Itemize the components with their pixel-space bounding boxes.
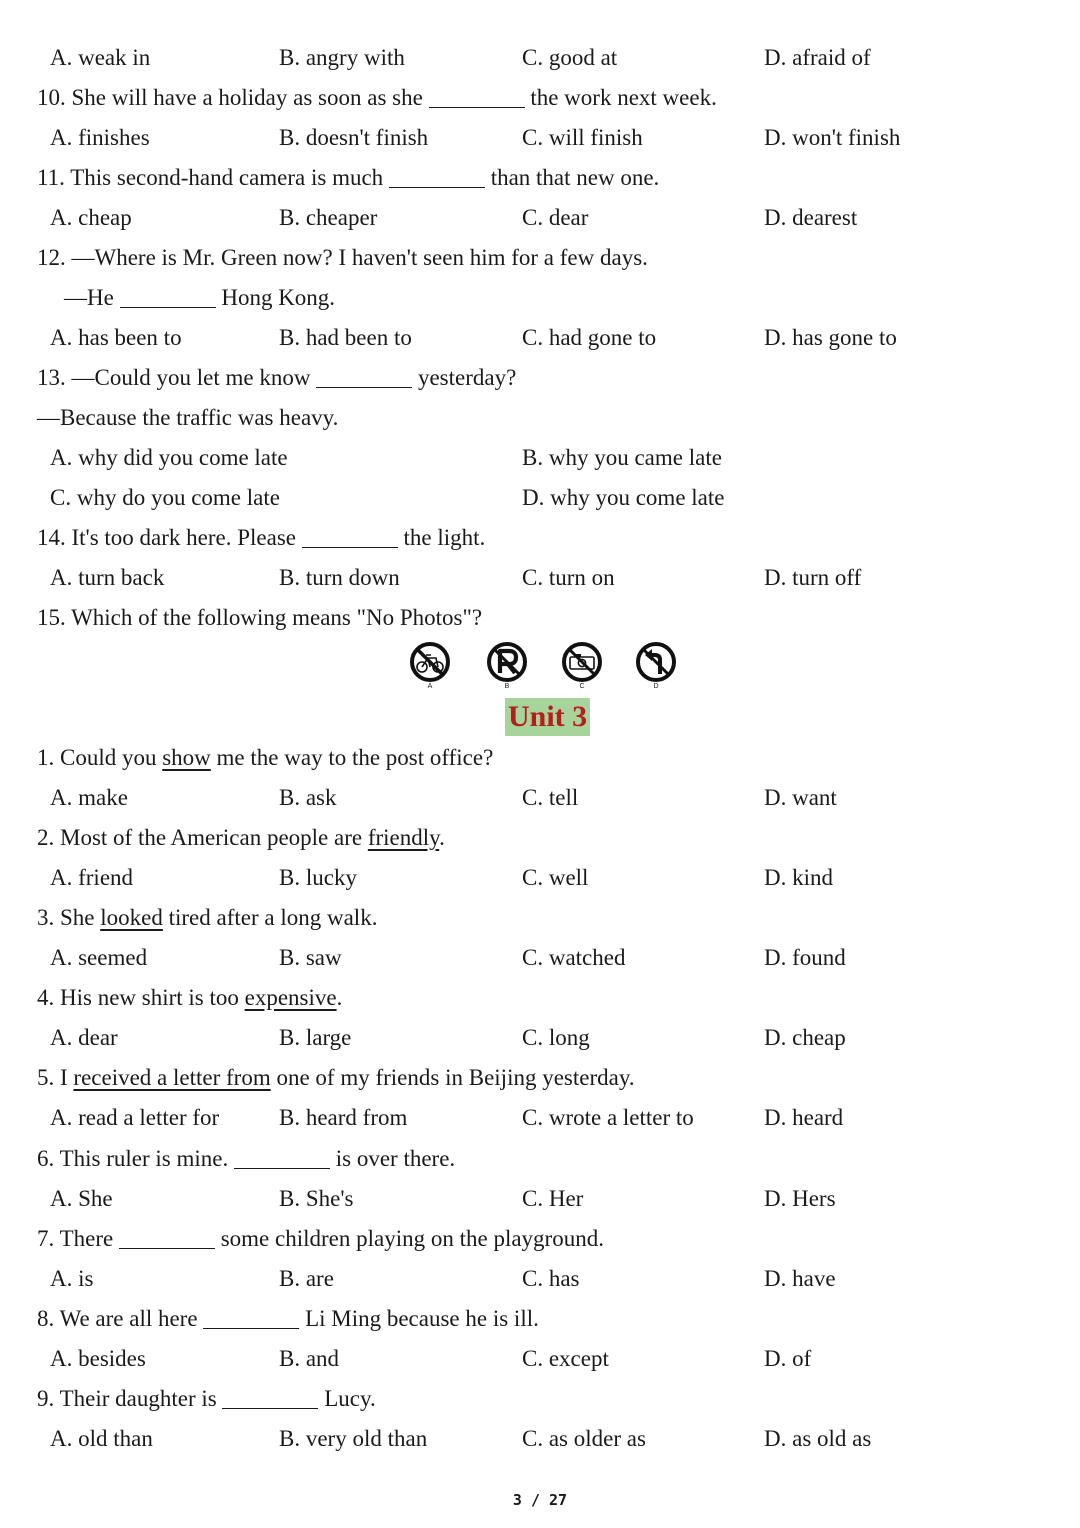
option-b: B. and [279,1346,340,1371]
question-text: 1. Could you show me the way to the post office? [37,745,494,770]
option-a: A. finishes [50,125,150,150]
option-d: D. Hers [764,1186,836,1211]
question-text: 9. Their daughter is Lucy. [37,1386,376,1411]
option-b: B. saw [279,945,342,970]
option-a: A. friend [50,865,134,890]
unit3-q5-stem [0,1058,1080,1098]
option-d: D. kind [764,865,833,890]
option-b: B. She's [279,1186,354,1211]
prev-q12-reply [0,278,1080,318]
unit3-q3-stem [0,898,1080,938]
unit3-q8-stem [0,1299,1080,1339]
option-d: D. have [764,1266,836,1291]
option-c: C. why do you come late [50,485,280,510]
unit-title: Unit 3 [505,698,590,736]
sign-letter: A [427,683,433,690]
question-text: 7. There some children playing on the playground. [37,1226,604,1251]
option-a: A. old than [50,1426,153,1451]
underlined-phrase: received a letter from [73,1065,271,1090]
prev-q13-reply [0,398,1080,438]
option-b: B. turn down [279,565,400,590]
question-text: 15. Which of the following means "No Photos"? [37,605,483,630]
unit3-q4-options [0,1018,1080,1058]
answer-blank [120,285,216,308]
option-c: C. as older as [522,1426,646,1451]
unit3-q6-options [0,1179,1080,1219]
sign-letter: D [653,683,659,690]
no-parking-sign-icon [483,642,531,692]
option-d: D. afraid of [764,45,871,70]
option-d: D. has gone to [764,325,897,350]
option-a: A. make [50,785,128,810]
question-text: 14. It's too dark here. Please the light. [37,525,486,550]
option-c: C. good at [522,45,618,70]
option-a: A. cheap [50,205,132,230]
question-text: 13. —Could you let me know yesterday? [37,365,517,390]
underlined-word: friendly [367,825,440,850]
option-b: B. very old than [279,1426,428,1451]
no-cycling-sign-icon [406,642,454,692]
unit3-q6-stem [0,1139,1080,1179]
unit3-q1-options [0,778,1080,818]
answer-blank [429,85,525,108]
prev-q11-stem [0,158,1080,198]
option-d: D. found [764,945,846,970]
unit3-q9-options [0,1419,1080,1459]
answer-blank [222,1386,318,1409]
option-c: C. long [522,1025,590,1050]
answer-blank [302,525,398,548]
option-b: B. why you came late [522,445,722,470]
prev-q13-stem [0,358,1080,398]
option-d: D. of [764,1346,812,1371]
option-b: B. are [279,1266,334,1291]
underlined-word: show [162,745,211,770]
unit3-q3-options [0,938,1080,978]
question-text: 3. She looked tired after a long walk. [37,905,378,930]
option-d: D. won't finish [764,125,901,150]
prev-q14-options [0,558,1080,598]
answer-blank [389,165,485,188]
prev-q9-options [0,38,1080,78]
option-a: A. dear [50,1025,118,1050]
prev-q13-options-cd [0,478,1080,518]
unit3-q4-stem [0,978,1080,1018]
option-b: B. had been to [279,325,412,350]
option-a: A. weak in [50,45,151,70]
question-text: 12. —Where is Mr. Green now? I haven't seen him for a few days. [37,245,648,270]
option-c: C. turn on [522,565,615,590]
prev-q13-options-ab [0,438,1080,478]
option-c: C. had gone to [522,325,657,350]
option-b: B. cheaper [279,205,378,230]
unit3-q1-stem [0,738,1080,778]
option-a: A. read a letter for [50,1105,220,1130]
prev-q15-stem [0,598,1080,638]
option-b: B. large [279,1025,352,1050]
prev-q12-stem [0,238,1080,278]
option-c: C. except [522,1346,609,1371]
option-a: A. has been to [50,325,182,350]
option-c: C. watched [522,945,626,970]
option-b: B. ask [279,785,337,810]
underlined-word: looked [100,905,163,930]
option-d: D. turn off [764,565,862,590]
option-d: D. want [764,785,837,810]
answer-blank [316,365,412,388]
prev-q12-options [0,318,1080,358]
underlined-word: expensive [244,985,337,1010]
option-d: D. why you come late [522,485,725,510]
unit3-q9-stem [0,1379,1080,1419]
question-text: 6. This ruler is mine. is over there. [37,1146,456,1171]
unit3-q5-options [0,1098,1080,1138]
option-d: D. cheap [764,1025,846,1050]
unit3-q2-stem [0,818,1080,858]
question-text: 11. This second-hand camera is much than that new one. [37,165,660,190]
option-c: C. wrote a letter to [522,1105,694,1130]
answer-blank [119,1226,215,1249]
option-c: C. dear [522,205,589,230]
option-a: A. turn back [50,565,165,590]
page-number: 3 / 27 [512,1491,568,1509]
no-photos-sign-icon [558,642,606,692]
option-b: B. doesn't finish [279,125,429,150]
option-c: C. will finish [522,125,643,150]
sign-options [0,642,1080,692]
option-c: C. has [522,1266,580,1291]
option-a: A. besides [50,1346,146,1371]
option-c: C. Her [522,1186,584,1211]
option-a: A. She [50,1186,113,1211]
option-c: C. well [522,865,589,890]
option-b: B. angry with [279,45,405,70]
option-b: B. lucky [279,865,357,890]
unit3-q7-stem [0,1219,1080,1259]
question-text: 10. She will have a holiday as soon as she the work next week. [37,85,717,110]
question-text: 2. Most of the American people are friendly. [37,825,445,850]
answer-blank [234,1146,330,1169]
option-a: A. seemed [50,945,148,970]
sign-letter: B [504,683,510,690]
question-text: 8. We are all here Li Ming because he is ill. [37,1306,539,1331]
option-a: A. why did you come late [50,445,288,470]
unit3-q2-options [0,858,1080,898]
option-a: A. is [50,1266,94,1291]
reply-text: —Because the traffic was heavy. [37,405,339,430]
option-c: C. tell [522,785,579,810]
unit3-q7-options [0,1259,1080,1299]
sign-letter: C [579,683,585,690]
question-text: 4. His new shirt is too expensive. [37,985,343,1010]
option-d: D. dearest [764,205,858,230]
option-b: B. heard from [279,1105,408,1130]
prev-q11-options [0,198,1080,238]
unit3-q8-options [0,1339,1080,1379]
no-left-turn-sign-icon [632,642,680,692]
prev-q10-stem [0,78,1080,118]
prev-q10-options [0,118,1080,158]
option-d: D. heard [764,1105,844,1130]
answer-blank [203,1306,299,1329]
reply-text: —He Hong Kong. [64,285,336,310]
question-text: 5. I received a letter from one of my friends in Beijing yesterday. [37,1065,635,1090]
option-d: D. as old as [764,1426,872,1451]
prev-q14-stem [0,518,1080,558]
